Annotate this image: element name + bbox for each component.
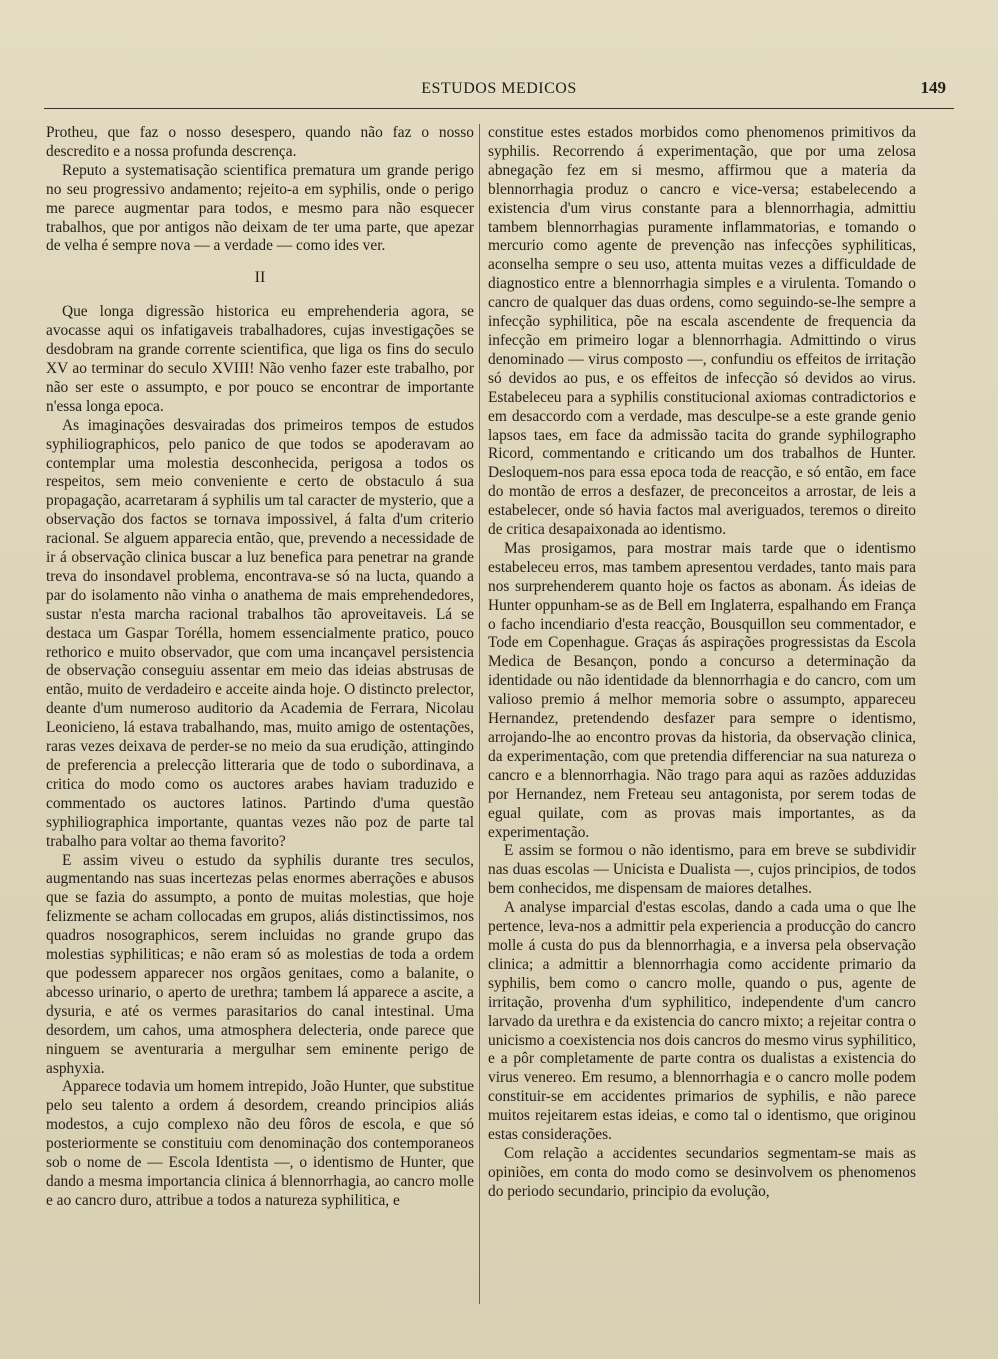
paragraph: E assim se formou o não identismo, para em breve se subdividir nas duas escolas — Unicista e Dualista —, cujos principios, de todos bem conhecidos, me dispensam de maiores detalhes. — [488, 842, 916, 898]
running-title: ESTUDOS MEDICOS — [421, 80, 577, 97]
right-column — [488, 124, 916, 1202]
paragraph: Apparece todavia um homem intrepido, João Hunter, que substitue pelo seu talento a ordem á desordem, creando principios aliás modestos, a cujo complexo não deu fôros de escola, e que só posteriormente se constituiu com denominação dos contemporaneos sob o nome de — Escola Identista —, o identismo de Hunter, que dando a mesma importancia clinica á blennorrhagia, ao cancro molle e ao cancro duro, attribue a todos a natureza syphilitica, e — [46, 1078, 474, 1209]
running-header — [44, 78, 954, 104]
header-rule — [44, 108, 954, 109]
column-divider — [479, 124, 480, 1304]
paragraph: Com relação a accidentes secundarios segmentam-se mais as opiniões, em conta do modo como se desinvolvem os phenomenos do periodo secundario, principio da evolução, — [488, 1144, 916, 1200]
paragraph: E assim viveu o estudo da syphilis durante tres seculos, augmentando nas suas incertezas pelas enormes aberrações e abusos que se fazia do assumpto, a ponto de muitas molestias, que hoje felizmente se acham collocadas em grupos, aliás distinctissimos, nos quadros nosographicos, serem incluidas no grande grupo das molestias syphiliticas; e não eram só as molestias de toda a ordem que podessem apparecer nos orgãos genitaes, como a balanite, o abcesso urinario, o aperto de urethra; tambem lá apparece a ascite, a dysuria, e até os vermes parasitarios do canal intestinal. Uma desordem, um cahos, uma atmosphera delecteria, onde parece que ninguem se aventuraria a mergulhar sem eminente perigo de asphyxia. — [46, 851, 474, 1077]
paragraph: Reputo a systematisação scientifica prematura um grande perigo no seu progressivo andamento; rejeito-a em syphilis, onde o perigo me parece augmentar para todos, e mesmo para não esquecer trabalhos, que por antigos não deixam de ter uma parte, que apezar de velha é sempre nova — a verdade — como ides ver. — [46, 161, 474, 255]
section-heading: II — [254, 269, 266, 287]
left-column — [46, 124, 474, 1211]
page-number: 149 — [920, 78, 946, 97]
paragraph: Mas prosigamos, para mostrar mais tarde que o identismo estabeleceu erros, mas tambem apresentou verdades, tanto mais para nos surprehenderem quanto hoje os factos as abonam. Ás ideias de Hunter oppunham-se as de Bell em Inglaterra, espalhando em França o facho incendiario d'esta reacção, Bousquillon seu commentador, e Tode em Copenhague. Graças ás aspirações progressistas da Escola Medica de Besançon, pondo a concurso a determinação da identidade ou não identidade da blennorrhagia e do cancro, com um valioso premio á melhor memoria sobre o assumpto, appareceu Hernandez, pretendendo desfazer para sempre o identismo, arrojando-lhe ao encontro provas da historia, da observação clinica, da experimentação, com que pretendia differenciar na sua natureza o cancro e a blennorrhagia. Não trago para aqui as razões adduzidas por Hernandez, nem Freteau seu antagonista, por serem todas de egual quilate, com as provas mais importantes, as da experimentação. — [488, 539, 916, 841]
paragraph: Que longa digressão historica eu emprehenderia agora, se avocasse aqui os infatigaveis trabalhadores, cujas investigações se desdobram na grande corrente scientifica, que liga os fins do seculo XV ao terminar do seculo XVIII! Não venho fazer este trabalho, por não ser este o assumpto, e por pouco se encontrar de importante n'essa longa epoca. — [46, 303, 474, 415]
paragraph: constitue estes estados morbidos como phenomenos primitivos da syphilis. Recorrendo á experimentação, que por uma zelosa abnegação fez em si mesmo, affirmou que a materia da blennorrhagia produz o cancro e vice-versa; estabelecendo a existencia d'um virus constante para a blennorrhagia, admittiu tambem blennorrhagias puramente inflammatorias, e tomando o mercurio como agente de prevenção nas infecções syphiliticas, aconselha sempre o seu uso, attenta muitas vezes a difficuldade de diagnostico entre a blennorrhagia simples e a virulenta. Tomando o cancro de qualquer das duas ordens, como seguindo-se-lhe sempre a infecção syphilitica, põe na escala ascendente de frequencia da infecção em primeiro logar a blennorrhagia. Admittindo o virus denominado — virus composto —, confundiu os effeitos de irritação só devidos ao pus, e os effeitos de infecção só devidos ao virus. Estabeleceu para a syphilis constitucional axiomas contradictorios e em desaccordo com a verdade, mas desculpe-se a este grande genio lapsos taes, em face da admissão tacita do grande syphilographo Ricord, commentando e criticando um dos trabalhos de Hunter. Desloquem-nos para essa epoca toda de reacção, e só então, em face do montão de erros a desfazer, de preconceitos a arrostar, de leis a estabelecer, onde só havia factos mal averiguados, teremos o direito de critica desapaixonada ao identismo. — [488, 124, 916, 539]
paragraph: A analyse imparcial d'estas escolas, dando a cada uma o que lhe pertence, leva-nos a admittir pela experiencia a producção do cancro molle á custa do pus da blennorrhagia, e a inversa pela observação clinica; a admittir a blennorrhagia como accidente primario da syphilis, bem como o cancro molle, quando o pus, agente de irritação, provenha d'um syphilitico, independente d'um cancro larvado da urethra e da existencia do cancro mixto; a rejeitar contra o unicismo a coexistencia nos dois cancros do mesmo virus syphilitico, e a pôr completamente de parte contra os dualistas a existencia do virus venereo. Em resumo, a blennorrhagia e o cancro molle podem constituir-se em accidentes primarios de syphilis, e não parece muitos rejeitarem estas ideias, e como tal o identismo, que originou estas considerações. — [488, 899, 916, 1144]
paragraph: As imaginações desvairadas dos primeiros tempos de estudos syphiliographicos, pelo panico de que todos se apoderavam ao contemplar uma molestia desconhecida, perigosa a todos os respeitos, sem meio conveniente e certo de obstaculo á sua propagação, acarretaram á syphilis um tal caracter de mysterio, que a observação dos factos se tornava impossivel, á falta d'um criterio racional. Se alguem apparecia então, que, prevendo a necessidade de ir á observação clinica buscar a luz benefica para penetrar na grande treva do insondavel problema, encontrava-se só na lucta, quando a par do isolamento não vinha o anathema de mais emprehendedores, sustar n'esta marcha racional trabalhos tão aproveitaveis. Lá se destaca um Gaspar Torélla, homem essencialmente pratico, pouco rethorico e muito observador, que com uma incançavel persistencia de observação conseguiu assentar em meio das ideias abstrusas de então, muito de verdadeiro e acceite ainda hoje. O distincto prelector, deante d'um numeroso auditorio da Academia de Ferrara, Nicolau Leonicieno, lá estava trabalhando, mas, muito amigo de ostentações, raras vezes deixava de perder-se no meio da sua erudição, attingindo de preferencia a prelecção litteraria que de todo o subordinava, a critica do modo como os auctores arabes haviam traduzido e commentado os auctores latinos. Partindo d'uma questão syphiliographica importante, quantas vezes não poz de parte tal trabalho para voltar ao thema favorito? — [46, 416, 474, 850]
paragraph: Protheu, que faz o nosso desespero, quando não faz o nosso descredito e a nossa profunda descrença. — [46, 124, 474, 160]
